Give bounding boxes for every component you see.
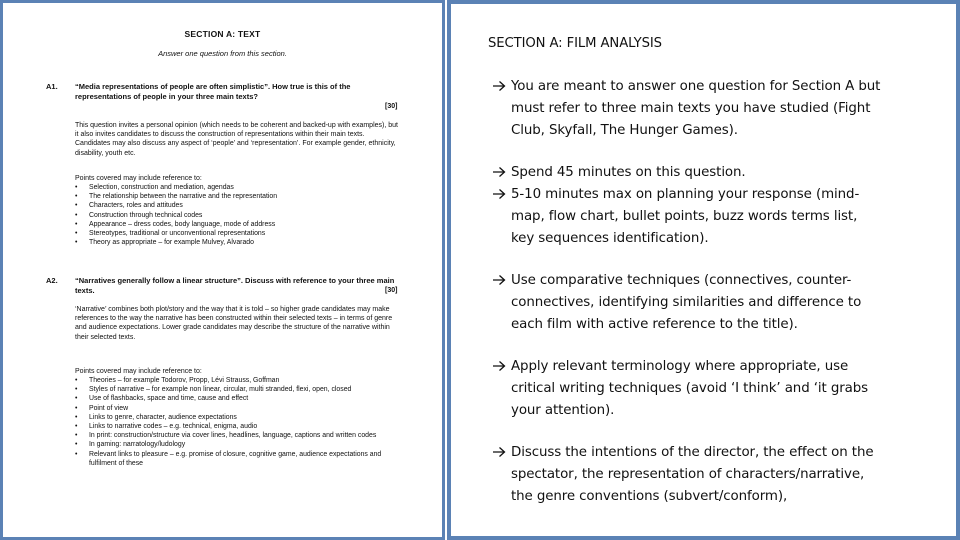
document-instruction: Answer one question from this section. [158,49,287,58]
left-document-frame [0,0,445,540]
bullet-point [492,162,932,184]
bullet-point [492,270,932,335]
question-number-a2: A2. [46,276,58,285]
list-item: • In gaming: narratology/ludology [75,440,405,449]
bullet-line: spectator, the representation of characters/narrative, [511,466,865,482]
list-item: • Point of view [75,404,405,413]
question-guidance-a2: ‘Narrative’ combines both plot/story and the way that it is told – so higher grade candidates may make references to the way the narrative has been constructed within their selected texts – in terms of genre and audience expectations. Lower grade candidates may describe the structure of the narrative within their selected texts. [75,306,393,341]
list-item: • Appearance – dress codes, body language, mode of address [75,220,405,229]
points-list-a2 [75,376,405,468]
points-heading-a1: Points covered may include reference to: [75,175,202,182]
list-item: • In print: construction/structure via cover lines, headlines, language, captions and written codes [75,431,405,440]
points-heading-a2: Points covered may include reference to: [75,368,202,375]
points-list-a1 [75,183,405,247]
list-item: • The relationship between the narrative and the representation [75,192,405,201]
document-section-title: SECTION A: TEXT [184,29,261,39]
bullet-line: You are meant to answer one question for Section A but [511,79,881,94]
question-text-a2: “Narratives generally follow a linear structure”. Discuss with reference to your three main texts. [75,276,395,295]
bullet-line: map, flow chart, bullet points, buzz words terms list, [511,208,858,224]
list-item: • Styles of narrative – for example non linear, circular, multi stranded, flexi, open, closed [75,385,405,394]
bullet-point [492,442,932,507]
bullet-line: must refer to three main texts you have studied (Fight [511,100,871,116]
question-number-a1: A1. [46,82,58,91]
bullet-line: Use comparative techniques (connectives, counter- [511,273,852,288]
list-item: • Theory as appropriate – for example Mulvey, Alvarado [75,238,405,247]
list-item: • Relevant links to pleasure – e.g. promise of closure, cognitive game, audience expectations and fulfilment of these [75,450,405,468]
bullet-line: each film with active reference to the title). [511,316,798,332]
list-item: • Links to narrative codes – e.g. technical, enigma, audio [75,422,405,431]
list-item: • Construction through technical codes [75,211,405,220]
bullet-line: Discuss the intentions of the director, the effect on the [511,445,874,460]
bullet-line: Club, Skyfall, The Hunger Games). [511,122,738,138]
bullet-line: key sequences identification). [511,230,709,246]
list-item: • Use of flashbacks, space and time, cause and effect [75,394,405,403]
question-guidance-a1: This question invites a personal opinion (which needs to be coherent and backed-up with examples), but it also invites candidates to discuss the construction of representations within their main texts. Candidates may also discuss any aspect of ‘people’ and ‘representation’. For example gender, ethnicity, disability, youth etc. [75,122,398,157]
question-marks-a2: [30] [385,287,398,294]
bullet-point [492,356,932,421]
list-item: • Links to genre, character, audience expectations [75,413,405,422]
list-item: • Characters, roles and attitudes [75,201,405,210]
question-text-a1: “Media representations of people are often simplistic”. How true is this of the representations of people in your three main texts? [75,82,351,101]
bullet-line: critical writing techniques (avoid ‘I think’ and ‘it grabs [511,380,869,396]
bullet-line: connectives, identifying similarities and difference to [511,294,862,310]
bullet-line: your attention). [511,402,615,418]
bullet-line: the genre conventions (subvert/conform), [511,488,788,504]
list-item: • Theories – for example Todorov, Propp, Lévi Strauss, Goffman [75,376,405,385]
question-marks-a1: [30] [385,103,398,110]
bullet-point [492,184,932,249]
bullet-line: Apply relevant terminology where appropriate, use [511,359,849,374]
bullet-line: Spend 45 minutes on this question. [511,165,746,180]
list-item: • Stereotypes, traditional or unconventional representations [75,229,405,238]
list-item: • Selection, construction and mediation, agendas [75,183,405,192]
bullet-point [492,76,932,141]
slide-title: SECTION A: FILM ANALYSIS [488,36,662,51]
bullet-line: 5-10 minutes max on planning your response (mind- [511,187,860,202]
exam-document [3,3,442,537]
